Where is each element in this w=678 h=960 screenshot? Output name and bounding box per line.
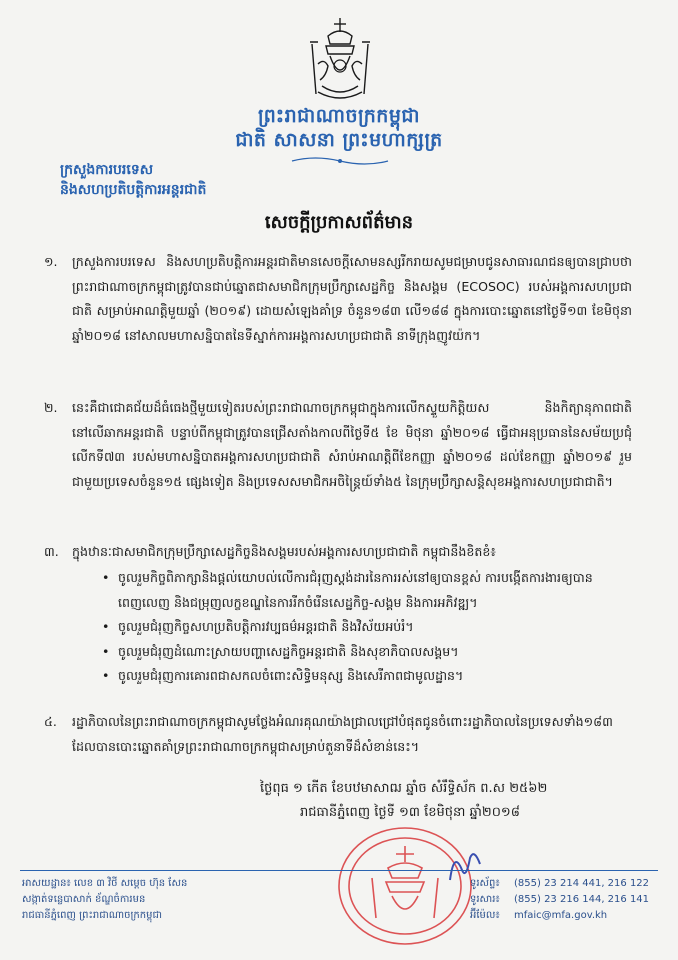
footer-contacts (470, 876, 649, 924)
paragraph-number: ២. (44, 400, 58, 415)
document-title: សេចក្តីប្រកាសព័ត៌មាន (264, 212, 414, 233)
royal-coat-of-arms-icon (304, 14, 376, 102)
paragraph-number: ១. (44, 254, 58, 269)
contact-fax: ទូរសារ៖ (855) 23 216 144, 216 141 (470, 894, 650, 905)
ornament-divider-icon (290, 154, 390, 168)
paragraph-text: នេះគឺជាជោគជ័យដ៏ធំធេងថ្មីមួយទៀតរបស់ព្រះរាជាណាចក្រកម្ពុជាក្នុងការលើកស្ទួយកិត្តិយស និងកិត្យានុភាពជាតិនៅលើឆាកអន្តរជាតិ បន្ទាប់ពីកម្ពុជាត្រូវបានជ្រើសតាំងកាលពីថ្ងៃទី៥ ខែ មិថុនា ឆ្នាំ២០១៨ ធ្វើជាអនុប្រធាននៃសម័យប្រជុំលើកទី៧៣ របស់មហាសន្និបាតអង្គការសហប្រជាជាតិ សំរាប់អាណត្តិពីខែកញ្ញា ឆ្នាំ២០១៨ ដល់ខែកញ្ញា ឆ្នាំ២០១៩ រួមជាមួយប្រទេសចំនួន១៥ ផ្សេងទៀត និងប្រទេសសមាជិកអចិន្ត្រៃយ៍ទាំង៥ នៃក្រុមប្រឹក្សាសន្តិសុខអង្គការសហប្រជាជាតិ។ (72, 400, 632, 489)
paragraph-4 (44, 710, 632, 759)
paragraph-2 (44, 396, 632, 494)
bullet-icon: • (102, 668, 110, 683)
ministry-name-line2: និងសហប្រតិបត្តិការអន្តរជាតិ (60, 182, 207, 198)
ministry-name-line1: ក្រសួងការបរទេស (60, 162, 154, 178)
place-and-date: រាជធានីភ្នំពេញ ថ្ងៃទី ១៣ ខែមិថុនា ឆ្នាំ២០១៨ (300, 805, 520, 820)
paragraph-text: ក្រសួងការបរទេស និងសហប្រតិបត្តិការអន្តរជាតិមានសេចក្តីសោមនស្សរីករាយសូមជម្រាបជូនសាធារណជនឲ្យបានជ្រាបថា ព្រះរាជាណាចក្រកម្ពុជាត្រូវបានជាប់ឆ្នោតជាសមាជិកក្រុមប្រឹក្សាសេដ្ឋកិច្ច និងសង្គម (ECOSOC) របស់អង្គការសហប្រជាជាតិ សម្រាប់អាណត្តិមួយឆ្នាំ (២០១៩) ដោយសំឡេងគាំទ្រ ចំនួន១៨៣ លើ១៨៨ ក្នុងការបោះឆ្នោតនៅថ្ងៃទី១៣ ខែមិថុនា ឆ្នាំ២០១៨ នៅសាលមហាសន្និបាតនៃទីស្នាក់ការអង្គការសហប្រជាជាតិ នាទីក្រុងញូវយ៉ក។ (72, 254, 632, 343)
contact-email: អ៊ីម៉ែល៖ mfaic@mfa.gov.kh (470, 908, 649, 924)
bullet-icon: • (102, 643, 110, 659)
bullet-icon: • (102, 570, 110, 585)
paragraph-number: ៣. (44, 544, 59, 559)
paragraph-number: ៤. (44, 714, 57, 729)
commitment-list (102, 566, 642, 689)
footer-address: អាសយដ្ឋាន៖ លេខ ៣ វិថី សម្តេច ហ៊ុន សែន សង្កាត់ទន្លេបាសាក់ ខ័ណ្ឌចំការមន រាជធានីភ្នំពេញ ព្រះរាជាណាចក្រកម្ពុជា (22, 878, 188, 921)
footer-divider (20, 870, 658, 871)
bullet-icon: • (102, 619, 110, 634)
paragraph-text: រដ្ឋាភិបាលនៃព្រះរាជាណាចក្រកម្ពុជាសូមថ្លែងអំណរគុណយ៉ាងជ្រាលជ្រៅបំផុតជូនចំពោះរដ្ឋាភិបាលនៃប្រទេសទាំង១៨៣ ដែលបានបោះឆ្នោតគាំទ្រព្រះរាជាណាចក្រកម្ពុជាសម្រាប់តួនាទីដ៏សំខាន់នេះ។ (72, 714, 613, 754)
contact-phone: ទូរស័ព្ទ៖ (855) 23 214 441, 216 122 (470, 878, 650, 889)
list-item: • ចូលរួមជំរុញកិច្ចសហប្រតិបត្តិការវប្បធម៌អន្តរជាតិ និងវិស័យអប់រំ។ (102, 615, 642, 640)
kingdom-title: ព្រះរាជាណាចក្រកម្ពុជា (258, 105, 420, 127)
email-link[interactable]: mfaic@mfa.gov.kh (514, 910, 608, 921)
lunar-date: ថ្ងៃពុធ ១ កើត ខែបឋមាសាឍ ឆ្នាំច សំរឹទ្ធិស័ក ព.ស ២៥៦២ (260, 781, 548, 796)
paragraph-text: ក្នុងឋានៈជាសមាជិកក្រុមប្រឹក្សាសេដ្ឋកិច្ចនិងសង្គមរបស់អង្គការសហប្រជាជាតិ កម្ពុជានឹងខិតខំ៖ (72, 544, 496, 559)
list-item: • ចូលរួមជំរុញការគោរពជាសកលចំពោះសិទ្ធិមនុស្ស និងសេរីភាពជាមូលដ្ឋាន។ (102, 664, 642, 689)
paragraph-1 (44, 250, 632, 348)
paragraph-3 (44, 540, 632, 565)
national-motto: ជាតិ សាសនា ព្រះមហាក្សត្រ (235, 129, 443, 151)
list-item: • ចូលរួមកិច្ចពិភាក្សានិងផ្តល់យោបល់លើការជំរុញស្តង់ដារនៃការរស់នៅឲ្យបានខ្ពស់ ការបង្កើតការងារឲ្យបានពេញលេញ និងជម្រុញលក្ខខណ្ឌនៃការរីកចំរើនសេដ្ឋកិច្ច-សង្គម និងការអភិវឌ្ឍ។ (102, 566, 642, 615)
list-item: • ចូលរួមជំរុញដំណោះស្រាយបញ្ហាសេដ្ឋកិច្ចអន្តរជាតិ និងសុខាភិបាលសង្គម។ (102, 640, 642, 665)
